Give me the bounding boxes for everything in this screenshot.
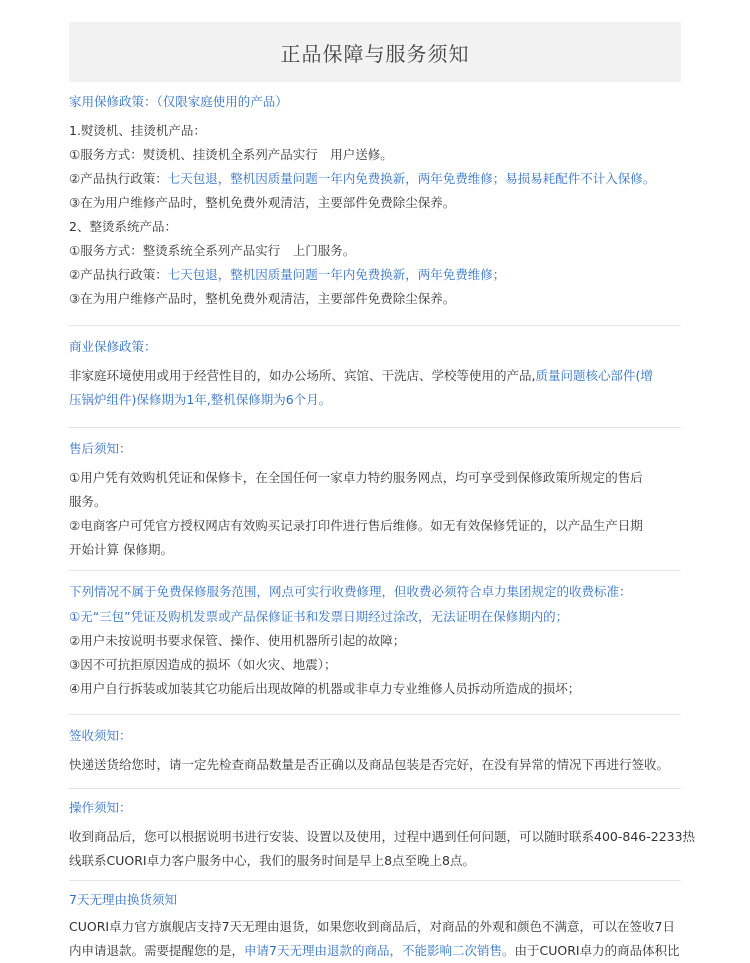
divider	[69, 880, 681, 881]
section-delivery-signing	[69, 727, 689, 777]
divider	[69, 788, 681, 789]
text-line: 收到商品后，您可以根据说明书进行安装、设置以及使用，过程中遇到任何问题，可以随时联系400-846-2233热	[69, 829, 696, 844]
text-line	[69, 263, 689, 287]
text-line: 1.熨烫机、挂烫机产品：	[69, 123, 206, 138]
divider	[69, 427, 681, 428]
text-part: ②产品执行政策：	[69, 267, 168, 282]
highlight-text: 压锅炉组件)保修期为1年,整机保修期为6个月。	[69, 392, 332, 407]
text-line: ①服务方式：熨烫机、挂烫机全系列产品实行 用户送修。	[69, 147, 393, 162]
highlight-text: 七天包退，整机因质量问题一年内免费换新，两年免费维修；	[167, 267, 506, 282]
text-line: 2、整烫系统产品：	[69, 219, 177, 234]
section-operation	[69, 799, 696, 873]
text-line: ③在为用户维修产品时，整机免费外观清洁，主要部件免费除尘保养。	[69, 291, 456, 306]
text-line: ③因不可抗拒原因造成的损坏（如火灾、地震）；	[69, 657, 337, 672]
text-line	[69, 364, 689, 388]
section-exclusions	[69, 583, 689, 701]
section-heading: 家用保修政策：（仅限家庭使用的产品）	[69, 94, 288, 109]
text-line: ②电商客户可凭官方授权网店有效购买记录打印件进行售后维修。如无有效保修凭证的，以产品生产日期	[69, 518, 643, 533]
text-line: 开始计算 保修期。	[69, 542, 173, 557]
highlight-text: ①无“三包”凭证及购机发票或产品保修证书和发票日期经过涂改，无法证明在保修期内的；	[69, 609, 569, 624]
highlight-text: 质量问题核心部件(增	[535, 368, 653, 383]
section-seven-day-return	[69, 891, 689, 963]
section-heading: 下列情况不属于免费保修服务范围，网点可实行收费修理，但收费必须符合卓力集团规定的收费标准：	[69, 584, 632, 599]
text-line: 线联系CUORI卓力客户服务中心，我们的服务时间是早上8点至晚上8点。	[69, 853, 475, 868]
divider	[69, 325, 681, 326]
text-line: ①用户凭有效购机凭证和保修卡，在全国任何一家卓力特约服务网点，均可享受到保修政策所规定的售后	[69, 470, 643, 485]
text-line: ③在为用户维修产品时，整机免费外观清洁，主要部件免费除尘保养。	[69, 195, 456, 210]
text-line: ④用户自行拆装或加装其它功能后出现故障的机器或非卓力专业维修人员拆动所造成的损坏；	[69, 681, 581, 696]
section-heading: 商业保修政策：	[69, 339, 157, 354]
section-heading: 售后须知：	[69, 441, 132, 456]
section-commercial-warranty	[69, 338, 689, 412]
text-line: ①服务方式：整烫系统全系列产品实行 上门服务。	[69, 243, 356, 258]
section-after-sales	[69, 440, 689, 562]
text-line	[69, 939, 689, 963]
title-banner	[69, 22, 681, 82]
text-part: ②产品执行政策：	[69, 171, 168, 186]
text-line: ②用户未按说明书要求保管、操作、使用机器所引起的故障；	[69, 633, 406, 648]
highlight-text: 申请7天无理由退款的商品，不能影响二次销售。	[244, 943, 515, 958]
divider	[69, 570, 681, 571]
section-heading: 操作须知：	[69, 800, 132, 815]
text-line	[69, 167, 689, 191]
section-household-warranty	[69, 93, 689, 311]
text-part: 由于CUORI卓力的商品体积比	[514, 943, 680, 958]
section-heading: 7天无理由换货须知	[69, 892, 177, 907]
text-line: 快递送货给您时，请一定先检查商品数量是否正确以及商品包装是否完好，在没有异常的情况下再进行签收。	[69, 757, 670, 772]
divider	[69, 714, 681, 715]
section-heading: 签收须知：	[69, 728, 132, 743]
text-part: 非家庭环境使用或用于经营性目的，如办公场所、宾馆、干洗店、学校等使用的产品,	[69, 368, 536, 383]
highlight-text: 七天包退，整机因质量问题一年内免费换新，两年免费维修；易损易耗配件不计入保修。	[167, 171, 656, 186]
page-title: 正品保障与服务须知	[280, 41, 470, 66]
text-line: CUORI卓力官方旗舰店支持7天无理由退货，如果您收到商品后，对商品的外观和颜色不满意，可以在签收7日	[69, 919, 675, 934]
text-part: 内申请退款。需要提醒您的是，	[69, 943, 245, 958]
text-line: 服务。	[69, 494, 107, 509]
